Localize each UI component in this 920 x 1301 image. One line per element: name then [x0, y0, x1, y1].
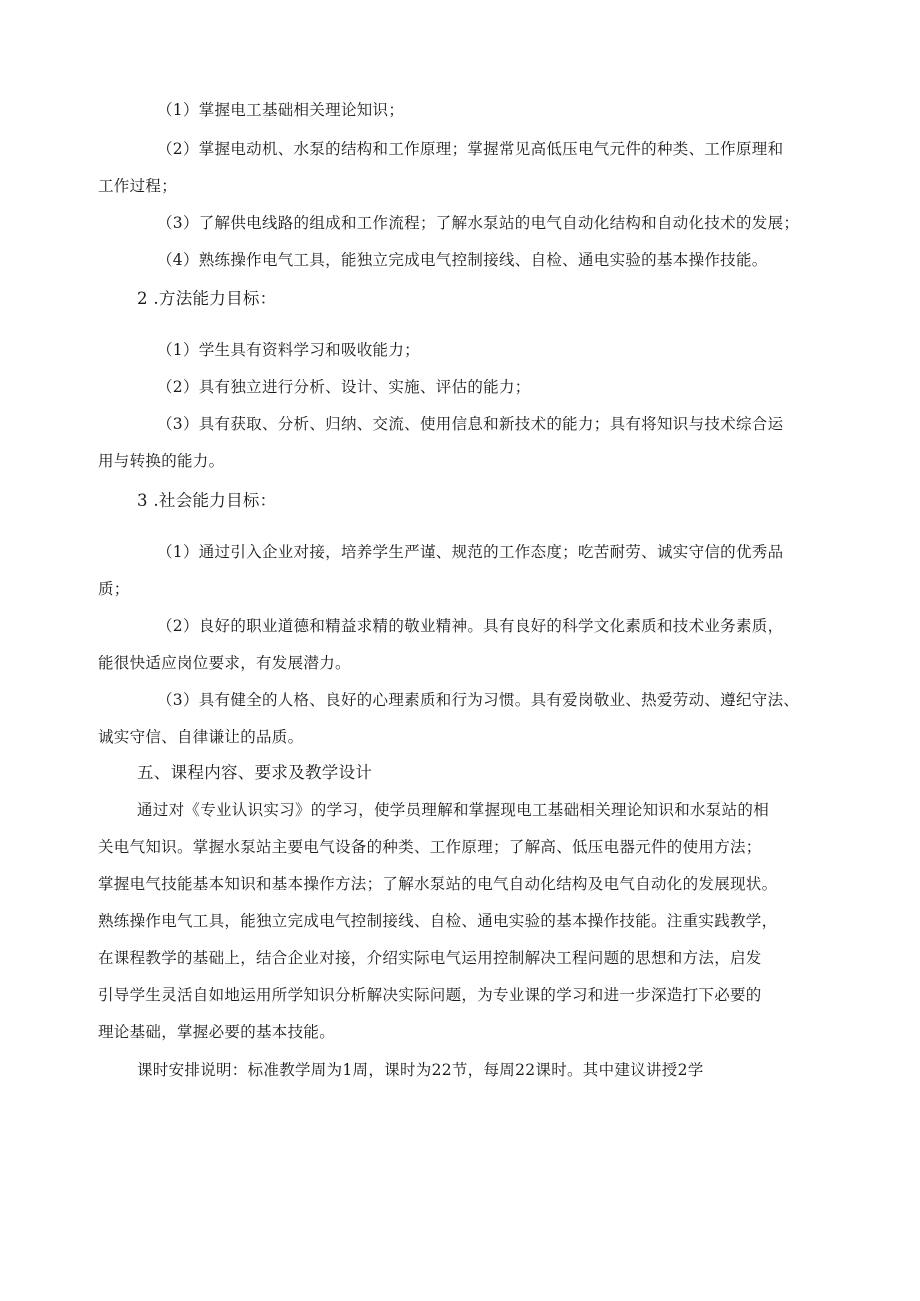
knowledge-item-3: （3）了解供电线路的组成和工作流程；了解水泵站的电气自动化结构和自动化技术的发展； — [157, 214, 800, 232]
social-item-2-line-2: 能很快适应岗位要求，有发展潜力。 — [98, 654, 351, 672]
section-5-paragraph-line-5: 在课程教学的基础上，结合企业对接，介绍实际电气运用控制解决工程问题的思想和方法，启发 — [98, 949, 762, 967]
social-item-3-line-1: （3）具有健全的人格、良好的心理素质和行为习惯。具有爱岗敬业、热爱劳动、遵纪守法、 — [157, 691, 800, 709]
section-5-paragraph-line-7: 理论基础，掌握必要的基本技能。 — [98, 1023, 336, 1041]
method-item-2: （2）具有独立进行分析、设计、实施、评估的能力； — [157, 378, 531, 396]
section-5-heading: 五、课程内容、要求及教学设计 — [137, 763, 373, 782]
knowledge-item-2-line-2: 工作过程； — [98, 177, 178, 195]
knowledge-item-1: （1）掌握电工基础相关理论知识； — [157, 101, 405, 119]
social-item-1-line-1: （1）通过引入企业对接，培养学生严谨、规范的工作态度；吃苦耐劳、诚实守信的优秀品 — [157, 543, 784, 561]
method-item-1: （1）学生具有资料学习和吸收能力； — [157, 341, 420, 359]
section-5-paragraph-line-2: 关电气知识。掌握水泵站主要电气设备的种类、工作原理；了解高、低压电器元件的使用方法； — [98, 838, 762, 856]
social-ability-heading: 3 .社会能力目标： — [137, 491, 277, 510]
section-5-paragraph-line-3: 掌握电气技能基本知识和基本操作方法；了解水泵站的电气自动化结构及电气自动化的发展现状。 — [98, 875, 778, 893]
method-item-3-line-2: 用与转换的能力。 — [98, 452, 225, 470]
knowledge-item-2-line-1: （2）掌握电动机、水泵的结构和工作原理；掌握常见高低压电气元件的种类、工作原理和 — [157, 140, 784, 158]
section-5-paragraph-line-1: 通过对《专业认识实习》的学习，使学员理解和掌握现电工基础相关理论知识和水泵站的相 — [137, 801, 770, 819]
knowledge-item-4: （4）熟练操作电气工具，能独立完成电气控制接线、自检、通电实验的基本操作技能。 — [157, 251, 768, 269]
method-ability-heading: 2 .方法能力目标： — [137, 289, 277, 308]
section-5-paragraph-line-4: 熟练操作电气工具，能独立完成电气控制接线、自检、通电实验的基本操作技能。注重实践教学， — [98, 912, 778, 930]
method-item-3-line-1: （3）具有获取、分析、归纳、交流、使用信息和新技术的能力；具有将知识与技术综合运 — [157, 415, 784, 433]
schedule-note: 课时安排说明：标准教学周为1周，课时为22节，每周22课时。其中建议讲授2学 — [137, 1061, 704, 1079]
social-item-1-line-2: 质； — [98, 580, 130, 598]
social-item-3-line-2: 诚实守信、自律谦让的品质。 — [98, 728, 304, 746]
social-item-2-line-1: （2）良好的职业道德和精益求精的敬业精神。具有良好的科学文化素质和技术业务素质， — [157, 617, 784, 635]
section-5-paragraph-line-6: 引导学生灵活自如地运用所学知识分析解决实际问题，为专业课的学习和进一步深造打下必要的 — [98, 986, 762, 1004]
